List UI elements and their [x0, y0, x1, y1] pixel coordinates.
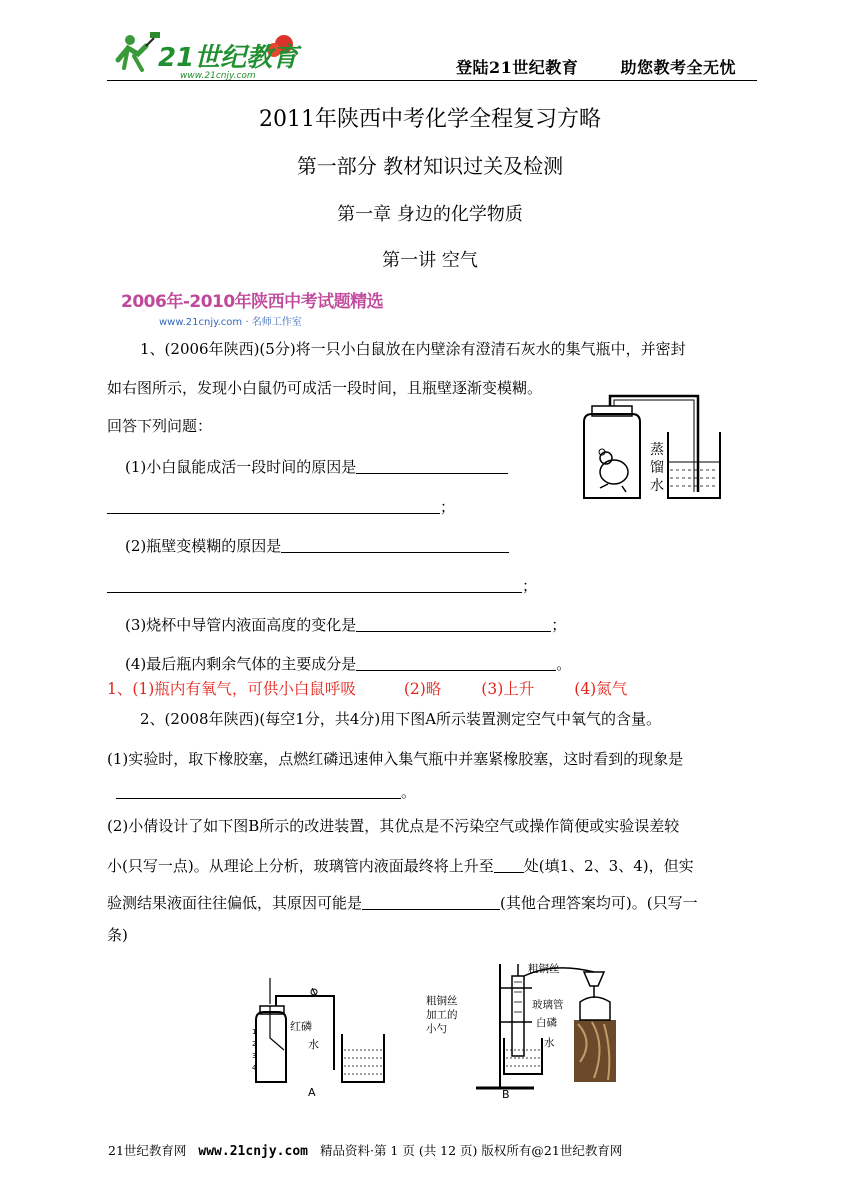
q1-line3: 回答下列问题：	[107, 417, 213, 435]
hook-label-3: 小勺	[426, 1023, 447, 1035]
q2-blank-3[interactable]	[362, 895, 500, 910]
water-label-a: 水	[308, 1038, 319, 1051]
banner-title: 2006年-2010年陕西中考试题精选	[121, 292, 384, 312]
hook-label-2: 加工的	[426, 1009, 458, 1021]
chapter-title: 第一章 身边的化学物质	[337, 204, 523, 225]
q2-blank-1[interactable]	[116, 784, 401, 799]
q1-line2: 如右图所示，发现小白鼠仍可成活一段时间，且瓶壁逐渐变模糊。	[107, 379, 543, 397]
q2-line6: 验测结果液面往往偏低，其原因可能是 (其他合理答案均可)。(只写一	[107, 894, 698, 912]
header-divider	[107, 80, 757, 81]
jar-apparatus-diagram	[578, 392, 728, 504]
slogan-help: 助您教考全无忧	[620, 58, 736, 77]
hook-label-1: 粗铜丝	[426, 995, 458, 1007]
footer-info: 精品资料·第 1 页 (共 12 页) 版权所有@21世纪教育网	[319, 1143, 623, 1158]
answer-key-q1	[107, 682, 627, 698]
svg-text:21世纪教育: 21世纪教育	[158, 43, 299, 73]
figure-b	[424, 962, 620, 1100]
banner-subtitle: www.21cnjy.com · 名师工作室	[159, 317, 302, 328]
svg-text:馏: 馏	[650, 460, 664, 476]
q2-line5: 小(只写一点)。从理论上分析，玻璃管内液面最终将上升至 处(填1、2、3、4)，但实	[107, 857, 694, 875]
svg-text:4: 4	[252, 1064, 257, 1072]
figure-b-diagram	[424, 962, 620, 1100]
svg-text:www.21cnjy.com: www.21cnjy.com	[180, 71, 256, 81]
q1-sub2-cont: ；	[107, 578, 537, 594]
footer-site: 21世纪教育网	[108, 1143, 187, 1158]
copper-wire-label: 粗铜丝	[528, 963, 560, 975]
svg-text:1: 1	[252, 1028, 257, 1036]
page-footer	[108, 1141, 622, 1159]
q1-line1: 1、(2006年陕西)(5分)将一只小白鼠放在内壁涂有澄清石灰水的集气瓶中，并密封	[140, 340, 686, 358]
footer-url[interactable]: www.21cnjy.com	[198, 1144, 308, 1159]
q2-line7: 条)	[107, 926, 128, 944]
svg-text:水: 水	[650, 478, 664, 494]
answer-3: (3)上升	[481, 680, 535, 698]
distilled-water-label: 蒸	[650, 442, 664, 458]
q1-sub3-blank[interactable]	[356, 617, 551, 632]
q1-sub2-blank-b[interactable]	[107, 578, 522, 593]
q1-sub4-text: (4)最后瓶内剩余气体的主要成分是	[125, 655, 357, 673]
q1-sub1-cont: ；	[107, 499, 455, 515]
q2-line1: 2、(2008年陕西)(每空1分，共4分)用下图A所示装置测定空气中氧气的含量。	[140, 710, 662, 728]
q1-sub3-text: (3)烧杯中导管内液面高度的变化是	[125, 616, 357, 634]
q2-line3: 。	[116, 784, 416, 800]
exam-selection-banner	[121, 287, 383, 328]
q1-sub2-text: (2)瓶壁变模糊的原因是	[125, 537, 282, 555]
q2-blank-2[interactable]	[494, 858, 524, 873]
answer-1: 1、(1)瓶内有氧气，可供小白鼠呼吸	[107, 680, 356, 698]
slogan-login: 登陆21世纪教育	[456, 58, 579, 77]
header-slogan	[456, 55, 736, 78]
part-title: 第一部分 教材知识过关及检测	[296, 154, 564, 178]
q1-sub4: (4)最后瓶内剩余气体的主要成分是 。	[125, 655, 572, 673]
q1-sub1	[125, 459, 508, 475]
figure-a-label: A	[308, 1086, 316, 1098]
figure-a	[250, 978, 390, 1098]
red-phosphorus-label: 红磷	[290, 1020, 312, 1033]
site-logo	[108, 26, 308, 82]
q2-line4: (2)小倩设计了如下图B所示的改进装置，其优点是不污染空气或操作简便或实验误差较	[107, 817, 680, 835]
svg-text:3: 3	[252, 1052, 257, 1060]
q1-sub1-blank-b[interactable]	[107, 499, 440, 514]
figure-a-diagram	[250, 978, 390, 1098]
answer-4: (4)氮气	[574, 680, 628, 698]
q1-sub1-blank-a[interactable]	[356, 459, 508, 474]
q1-sub2	[125, 538, 509, 554]
q2-line2: (1)实验时，取下橡胶塞，点燃红磷迅速伸入集气瓶中并塞紧橡胶塞，这时看到的现象是	[107, 750, 684, 768]
q1-sub1-text: (1)小白鼠能成活一段时间的原因是	[125, 458, 357, 476]
svg-text:2: 2	[252, 1040, 257, 1048]
figure-b-label: B	[502, 1088, 510, 1100]
water-label-b: 水	[544, 1037, 555, 1049]
q1-sub3: (3)烧杯中导管内液面高度的变化是 ；	[125, 616, 567, 634]
white-phosphorus-label: 白磷	[536, 1017, 557, 1029]
document-title: 2011年陕西中考化学全程复习方略	[259, 107, 601, 132]
glass-tube-label: 玻璃管	[532, 999, 564, 1011]
lecture-title: 第一讲 空气	[382, 250, 478, 271]
q1-sub2-blank-a[interactable]	[281, 538, 509, 553]
logo-graphic	[108, 26, 308, 82]
q1-sub4-blank[interactable]	[356, 656, 556, 671]
answer-2: (2)略	[403, 680, 442, 698]
mouse-jar-figure	[578, 392, 728, 504]
